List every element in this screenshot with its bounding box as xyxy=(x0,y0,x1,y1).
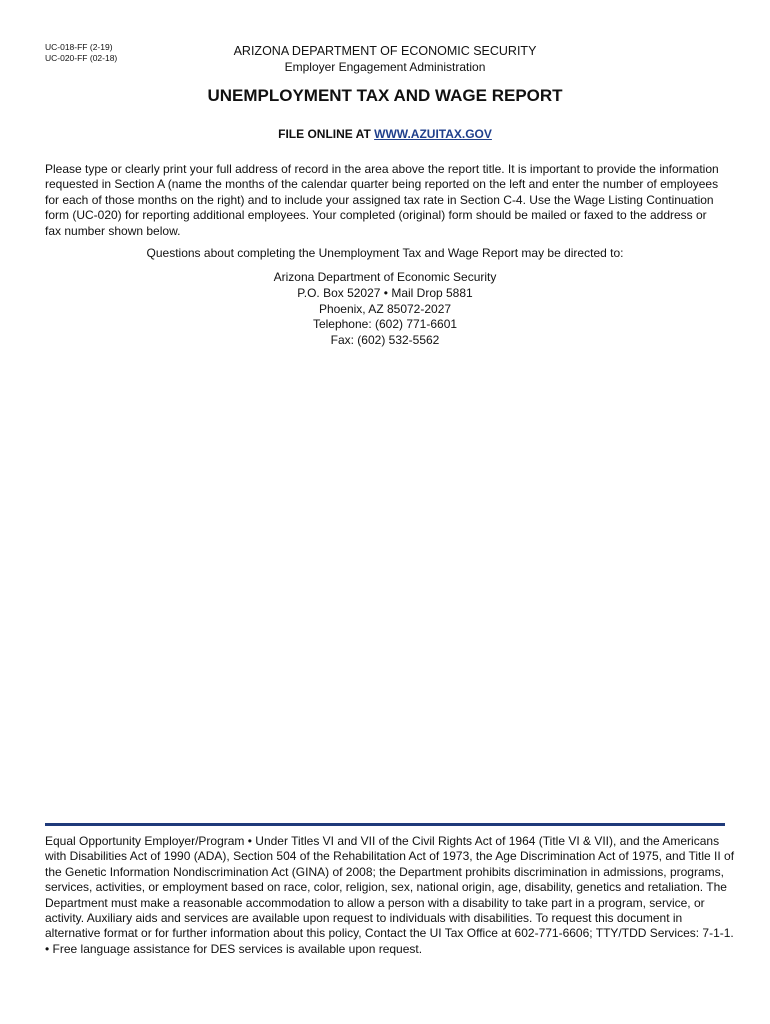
questions-line: Questions about completing the Unemployment Tax and Wage Report may be directed to: xyxy=(146,246,624,260)
address-city: Phoenix, AZ 85072-2027 xyxy=(318,301,452,316)
address-po-box: P.O. Box 52027 • Mail Drop 5881 xyxy=(297,285,473,300)
azuitax-link[interactable]: WWW.AZUITAX.GOV xyxy=(374,127,492,141)
file-online-label: FILE ONLINE AT xyxy=(278,127,371,141)
address-telephone: Telephone: (602) 771-6601 xyxy=(312,317,458,332)
division-name: Employer Engagement Administration xyxy=(284,60,486,74)
mailing-address xyxy=(0,270,770,349)
instructions-paragraph: Please type or clearly print your full address of record in the area above the report title. It is important to provide the information requested in Section A (name the months of the calendar quarter being reported on the left and enter the number of employees for each of those months on the right) and to include your assigned tax rate in Section C-4. Use the Wage Listing Continuation form (UC-020) for reporting additional employees. Your completed (original) form should be mailed or faxed to the address or fax number shown below. xyxy=(45,162,719,238)
address-name: Arizona Department of Economic Security xyxy=(273,270,497,284)
page-header xyxy=(0,43,770,75)
form-code-uc018: UC-018-FF (2-19) xyxy=(45,42,113,52)
address-fax: Fax: (602) 532-5562 xyxy=(330,333,440,348)
agency-name: ARIZONA DEPARTMENT OF ECONOMIC SECURITY xyxy=(233,44,537,58)
divider-rule xyxy=(45,823,725,826)
form-code-uc020: UC-020-FF (02-18) xyxy=(45,53,118,63)
eeo-statement: Equal Opportunity Employer/Program • Under Titles VI and VII of the Civil Rights Act of 1964 (Title VI & VII), and the Americans with Disabilities Act of 1990 (ADA), Section 504 of the Rehabilitation Act of 1973, the Age Discrimination Act of 1975, and Title II of the Genetic Information Nondiscrimination Act (GINA) of 2008; the Department prohibits discrimination in admissions, programs, services, activities, or employment based on race, color, religion, sex, national origin, age, disability, genetics and retaliation. The Department must make a reasonable accommodation to allow a person with a disability to take part in a program, service, or activity. Auxiliary aids and services are available upon request to individuals with disabilities. To request this document in alternative format or for further information about this policy, Contact the UI Tax Office at 602-771-6606; TTY/TDD Services: 7-1-1. • Free language assistance for DES services is available upon request. xyxy=(45,834,735,956)
page-title: UNEMPLOYMENT TAX AND WAGE REPORT xyxy=(207,86,563,105)
file-online-line xyxy=(0,127,770,141)
